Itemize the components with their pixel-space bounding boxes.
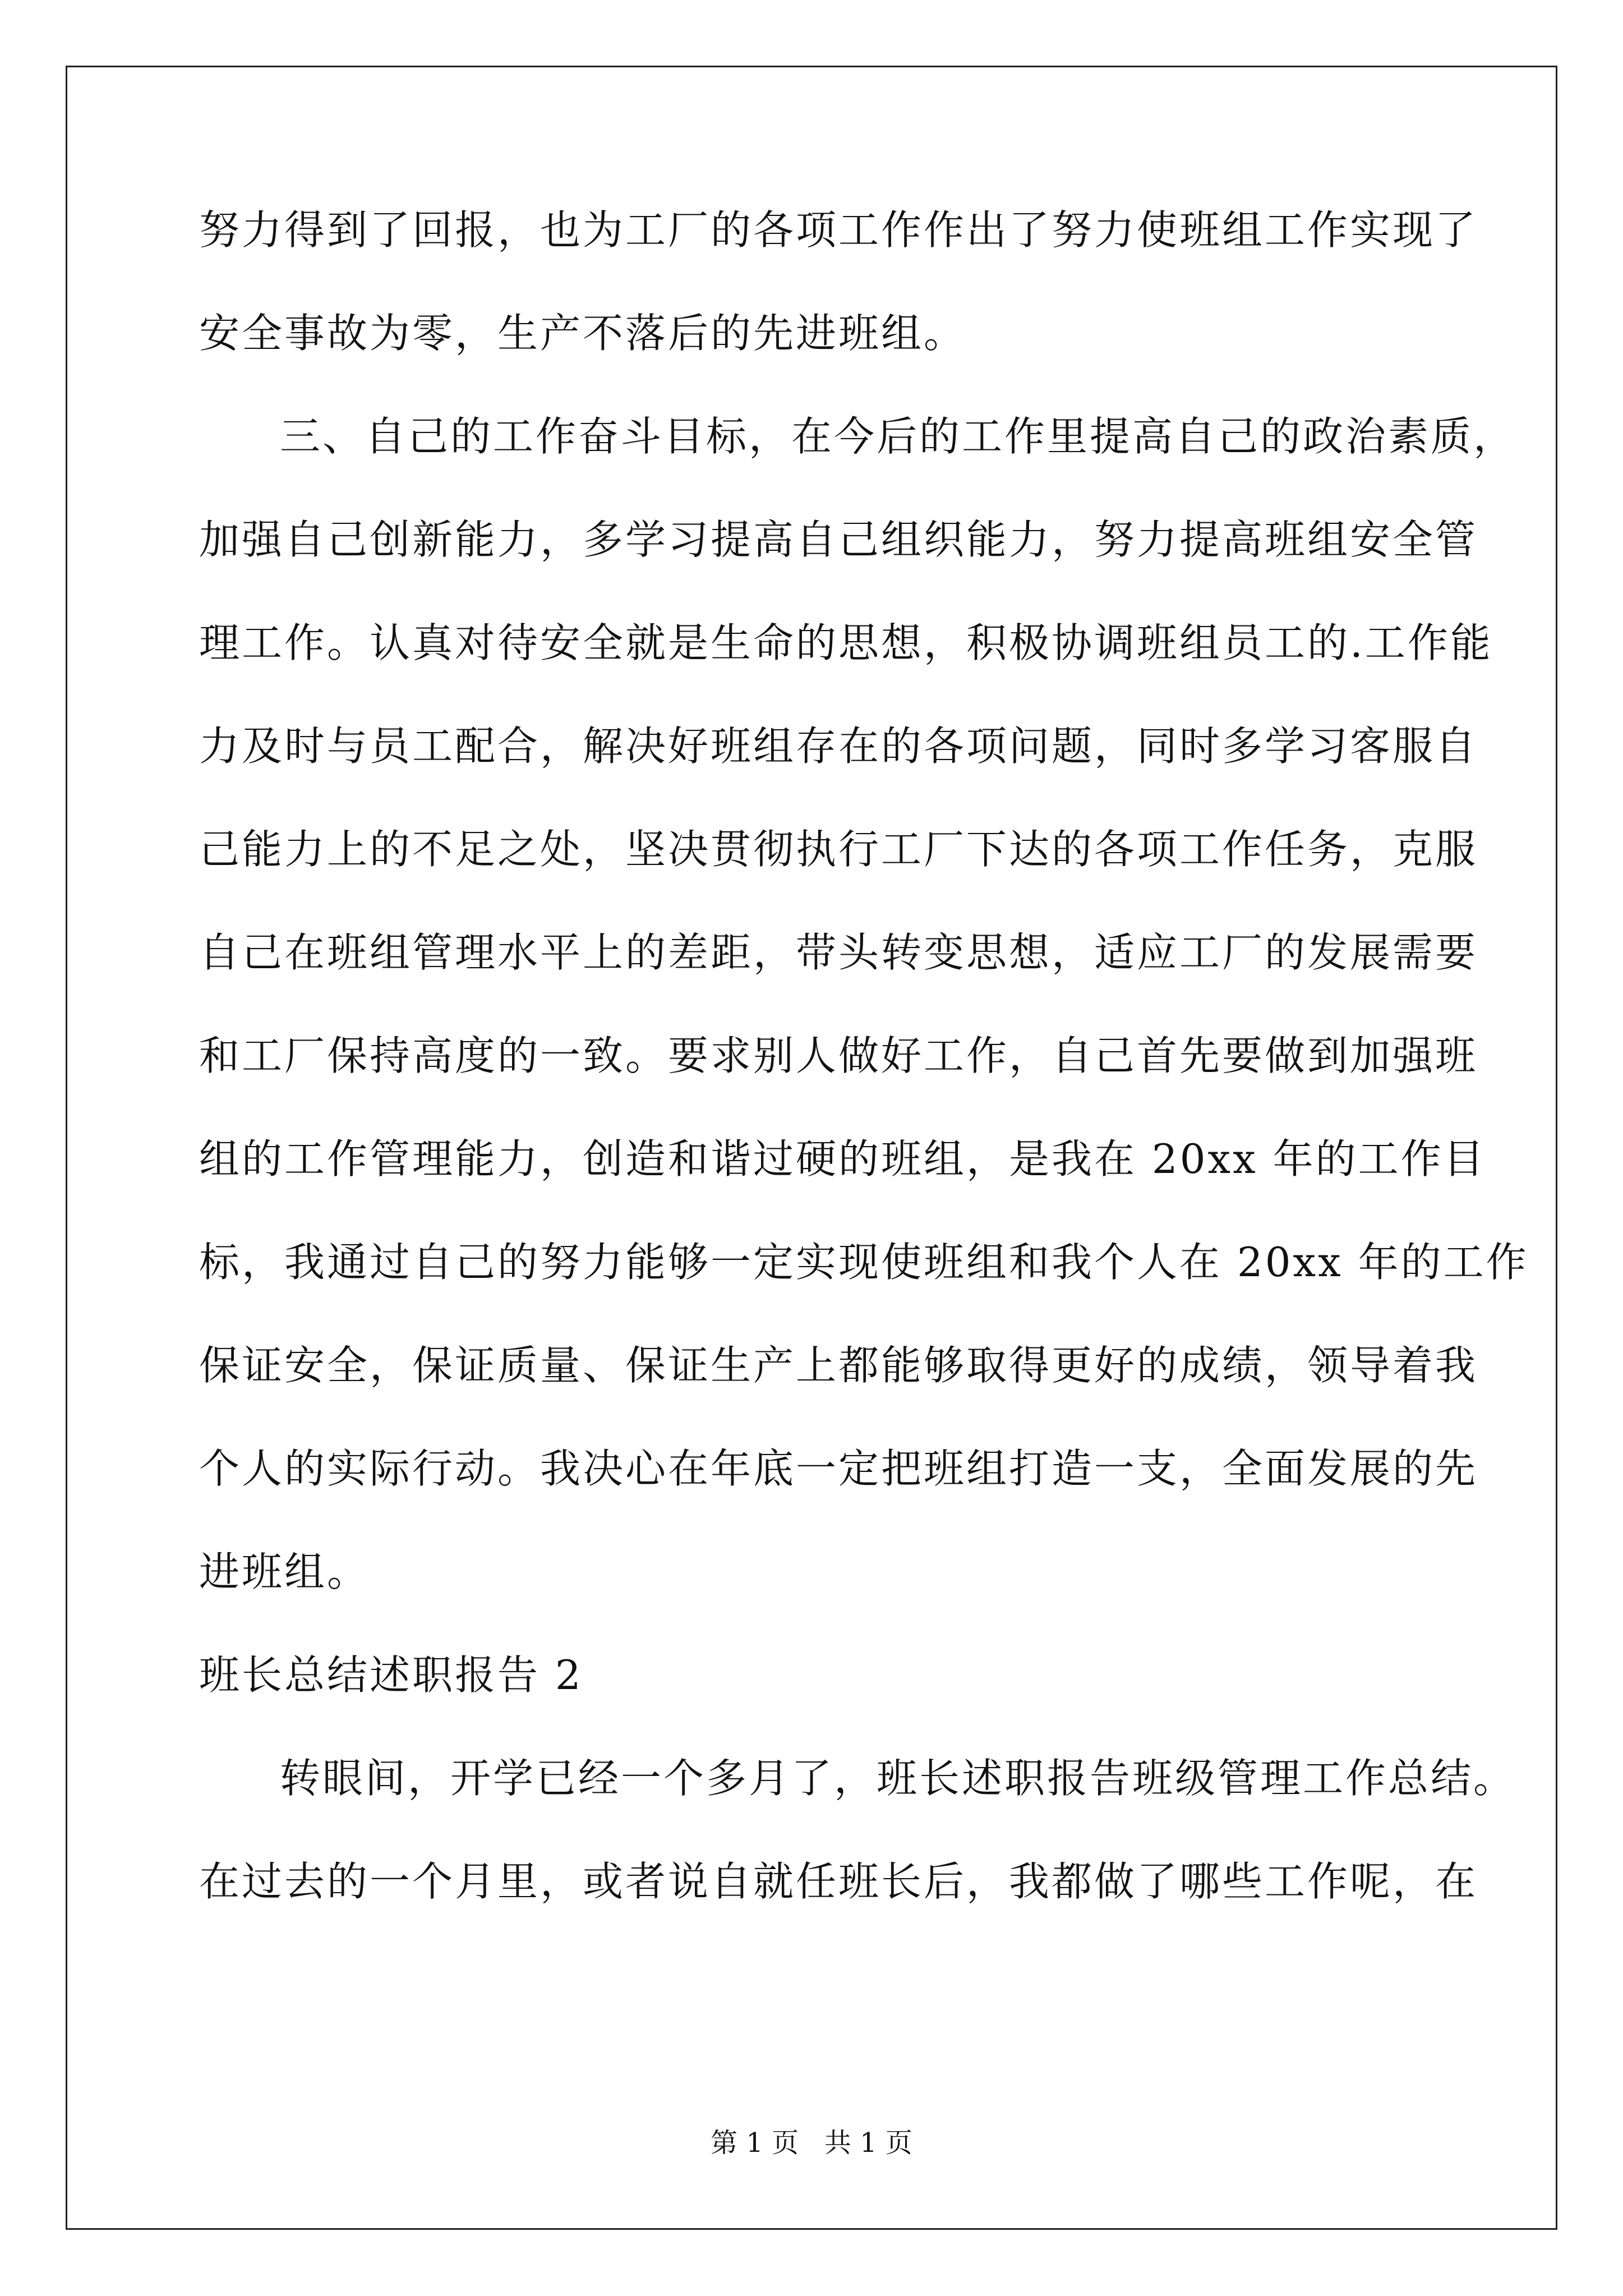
paragraph-line: 组的工作管理能力，创造和谐过硬的班组，是我在 20xx 年的工作目 (199, 1135, 1486, 1182)
paragraph-line: 加强自己创新能力，多学习提高自己组织能力，努力提高班组安全管 (199, 516, 1478, 563)
paragraph-line: 三、自己的工作奋斗目标，在今后的工作里提高自己的政治素质， (280, 413, 1516, 460)
section-heading: 班长总结述职报告 2 (199, 1651, 583, 1699)
paragraph-line: 转眼间，开学已经一个多月了，班长述职报告班级管理工作总结。 (280, 1755, 1516, 1802)
paragraph-line: 理工作。认真对待安全就是生命的思想，积极协调班组员工的.工作能 (199, 619, 1493, 666)
paragraph-line: 标，我通过自己的努力能够一定实现使班组和我个人在 20xx 年的工作 (199, 1239, 1529, 1286)
paragraph-line: 在过去的一个月里，或者说自就任班长后，我都做了哪些工作呢，在 (199, 1858, 1478, 1905)
paragraph-line: 个人的实际行动。我决心在年底一定把班组打造一支，全面发展的先 (199, 1445, 1478, 1492)
paragraph-line: 努力得到了回报，也为工厂的各项工作作出了努力使班组工作实现了 (199, 206, 1478, 254)
paragraph-line: 进班组。 (199, 1548, 370, 1595)
paragraph-line: 安全事故为零，生产不落后的先进班组。 (199, 310, 967, 357)
paragraph-line: 自己在班组管理水平上的差距，带头转变思想，适应工厂的发展需要 (199, 929, 1478, 976)
document-body (199, 202, 1529, 1957)
paragraph-line: 保证安全，保证质量、保证生产上都能够取得更好的成绩，领导着我 (199, 1342, 1478, 1389)
paragraph-line: 和工厂保持高度的一致。要求别人做好工作，自己首先要做到加强班 (199, 1032, 1478, 1079)
paragraph-line: 己能力上的不足之处，坚决贯彻执行工厂下达的各项工作任务，克服 (199, 826, 1478, 873)
page-footer: 第 1 页 共 1 页 (711, 2127, 912, 2159)
paragraph-line: 力及时与员工配合，解决好班组存在的各项问题，同时多学习客服自 (199, 723, 1478, 770)
